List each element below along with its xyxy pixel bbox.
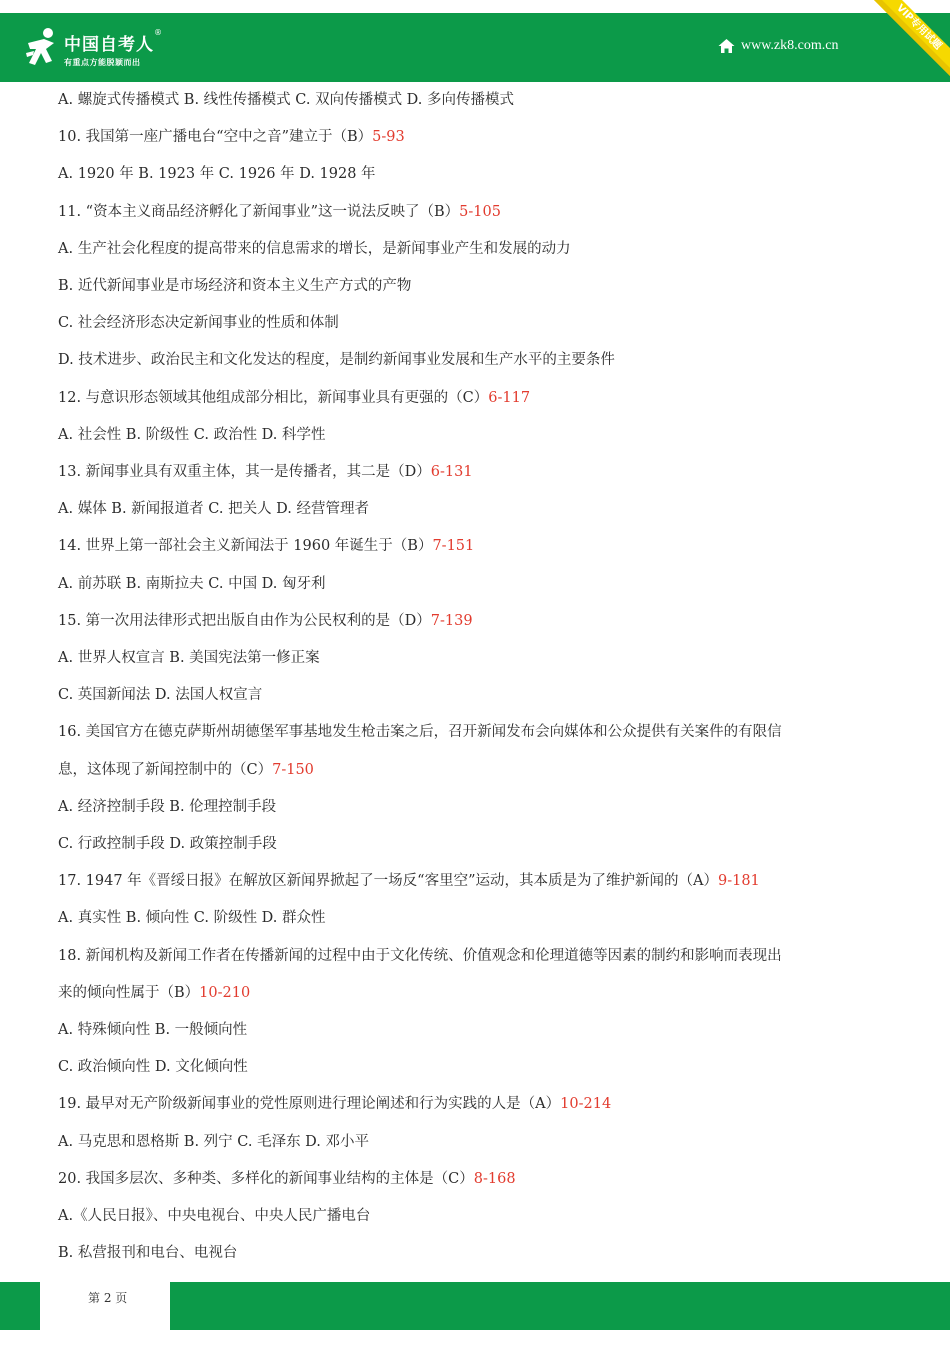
page-reference: 10-210 bbox=[199, 984, 251, 1001]
line-text: A. 马克思和恩格斯 B. 列宁 C. 毛泽东 D. 邓小平 bbox=[58, 1133, 370, 1150]
line-text: 14. 世界上第一部社会主义新闻法于 1960 年诞生于（B） bbox=[58, 538, 433, 555]
question-line bbox=[58, 574, 326, 594]
question-line bbox=[58, 425, 326, 445]
question-line bbox=[58, 1206, 370, 1226]
line-text: C. 行政控制手段 D. 政策控制手段 bbox=[58, 836, 277, 852]
question-line bbox=[58, 871, 760, 891]
line-text: A. 媒体 B. 新闻报道者 C. 把关人 D. 经营管理者 bbox=[58, 501, 370, 518]
line-text: 19. 最早对无产阶级新闻事业的党性原则进行理论阐述和行为实践的人是（A） bbox=[58, 1096, 561, 1113]
line-text: 15. 第一次用法律形式把出版自由作为公民权利的是（D） bbox=[58, 612, 431, 629]
page-reference: 6-117 bbox=[488, 389, 531, 406]
question-line bbox=[58, 350, 615, 370]
question-line bbox=[58, 611, 473, 631]
page-reference: 5-105 bbox=[459, 203, 501, 220]
line-text: A. 社会性 B. 阶级性 C. 政治性 D. 科学性 bbox=[58, 426, 326, 443]
question-line bbox=[58, 313, 339, 333]
page-reference: 5-93 bbox=[372, 129, 405, 146]
page-reference: 6-131 bbox=[430, 464, 473, 480]
footer-tab bbox=[40, 1268, 170, 1368]
logo-name: 中国自考人 ® bbox=[64, 28, 163, 55]
line-text: A. 真实性 B. 倾向性 C. 阶级性 D. 群众性 bbox=[58, 910, 326, 927]
line-text: 11. “资本主义商品经济孵化了新闻事业”这一说法反映了（B） bbox=[58, 203, 460, 220]
site-url: www.zk8.com.cn bbox=[741, 38, 839, 53]
question-line bbox=[58, 983, 250, 1003]
line-text: A.《人民日报》、中央电视台、中央人民广播电台 bbox=[58, 1208, 371, 1224]
question-line bbox=[58, 685, 262, 705]
line-text: A. 特殊倾向性 B. 一般倾向性 bbox=[58, 1022, 248, 1038]
line-text: 息，这体现了新闻控制中的（C） bbox=[58, 761, 273, 778]
question-line bbox=[58, 202, 501, 222]
line-text: B. 私营报刊和电台、电视台 bbox=[58, 1245, 238, 1262]
line-text: A. 经济控制手段 B. 伦理控制手段 bbox=[58, 798, 277, 815]
question-line bbox=[58, 164, 376, 184]
question-line bbox=[58, 499, 369, 519]
running-figure-icon bbox=[24, 27, 60, 71]
question-line bbox=[58, 1057, 248, 1077]
line-text: 来的倾向性属于（B） bbox=[58, 984, 200, 1001]
page-header bbox=[0, 13, 950, 82]
line-text: 18. 新闻机构及新闻工作者在传播新闻的过程中由于文化传统、价值观念和伦理道德等因素的制约和影响而表现出 bbox=[58, 947, 782, 964]
site-logo[interactable] bbox=[24, 25, 163, 73]
line-text: 10. 我国第一座广播电台“空中之音”建立于（B） bbox=[58, 129, 373, 146]
home-icon bbox=[718, 38, 735, 54]
site-link[interactable] bbox=[718, 38, 838, 54]
question-line bbox=[58, 908, 326, 928]
line-text: A. 生产社会化程度的提高带来的信息需求的增长，是新闻事业产生和发展的动力 bbox=[58, 240, 571, 257]
question-line bbox=[58, 388, 530, 408]
question-line bbox=[58, 1132, 369, 1152]
page-reference: 9-181 bbox=[717, 873, 760, 890]
line-text: B. 近代新闻事业是市场经济和资本主义生产方式的产物 bbox=[58, 278, 412, 294]
vip-badge-label: VIP专用试题 bbox=[894, 2, 944, 52]
line-text: 13. 新闻事业具有双重主体，其一是传播者，其二是（D） bbox=[58, 464, 431, 480]
question-line bbox=[58, 648, 320, 668]
question-line bbox=[58, 1243, 237, 1263]
line-text: C. 英国新闻法 D. 法国人权宣言 bbox=[58, 687, 263, 704]
question-line bbox=[58, 797, 276, 817]
page-reference: 8-168 bbox=[473, 1170, 516, 1187]
line-text: C. 政治倾向性 D. 文化倾向性 bbox=[58, 1059, 248, 1076]
line-text: A. 1920 年 B. 1923 年 C. 1926 年 D. 1928 年 bbox=[58, 166, 376, 183]
question-line bbox=[58, 462, 473, 482]
question-line bbox=[58, 946, 782, 966]
question-line bbox=[58, 536, 474, 556]
question-line bbox=[58, 722, 782, 742]
page-reference: 7-150 bbox=[272, 761, 314, 778]
line-text: 12. 与意识形态领域其他组成部分相比，新闻事业具有更强的（C） bbox=[58, 389, 489, 406]
line-text: 17. 1947 年《晋绥日报》在解放区新闻界掀起了一场反“客里空”运动，其本质是为了维护新闻的（A） bbox=[58, 873, 718, 890]
question-line bbox=[58, 1094, 611, 1114]
page-reference: 7-139 bbox=[430, 612, 473, 629]
page-number: 第 2 页 bbox=[88, 1291, 128, 1305]
line-text: A. 螺旋式传播模式 B. 线性传播模式 C. 双向传播模式 D. 多向传播模式 bbox=[58, 92, 515, 108]
line-text: 20. 我国多层次、多种类、多样化的新闻事业结构的主体是（C） bbox=[58, 1170, 474, 1187]
page-reference: 7-151 bbox=[432, 538, 475, 555]
line-text: A. 世界人权宣言 B. 美国宪法第一修正案 bbox=[58, 650, 320, 666]
question-line bbox=[58, 1020, 247, 1040]
question-line bbox=[58, 90, 514, 110]
logo-text bbox=[64, 28, 163, 68]
vip-corner-badge bbox=[870, 0, 950, 80]
question-line bbox=[58, 760, 314, 780]
line-text: C. 社会经济形态决定新闻事业的性质和体制 bbox=[58, 315, 339, 332]
question-line bbox=[58, 239, 571, 259]
line-text: 16. 美国官方在德克萨斯州胡德堡军事基地发生枪击案之后，召开新闻发布会向媒体和公众提供有关案件的有限信 bbox=[58, 724, 782, 741]
question-line bbox=[58, 1169, 516, 1189]
logo-slogan: 有重点方能脱颖而出 bbox=[64, 58, 141, 67]
page-reference: 10-214 bbox=[560, 1096, 612, 1113]
line-text: D. 技术进步、政治民主和文化发达的程度，是制约新闻事业发展和生产水平的主要条件 bbox=[58, 352, 615, 369]
question-line bbox=[58, 127, 405, 147]
line-text: A. 前苏联 B. 南斯拉夫 C. 中国 D. 匈牙利 bbox=[58, 575, 326, 592]
question-line bbox=[58, 834, 277, 854]
question-line bbox=[58, 276, 411, 296]
